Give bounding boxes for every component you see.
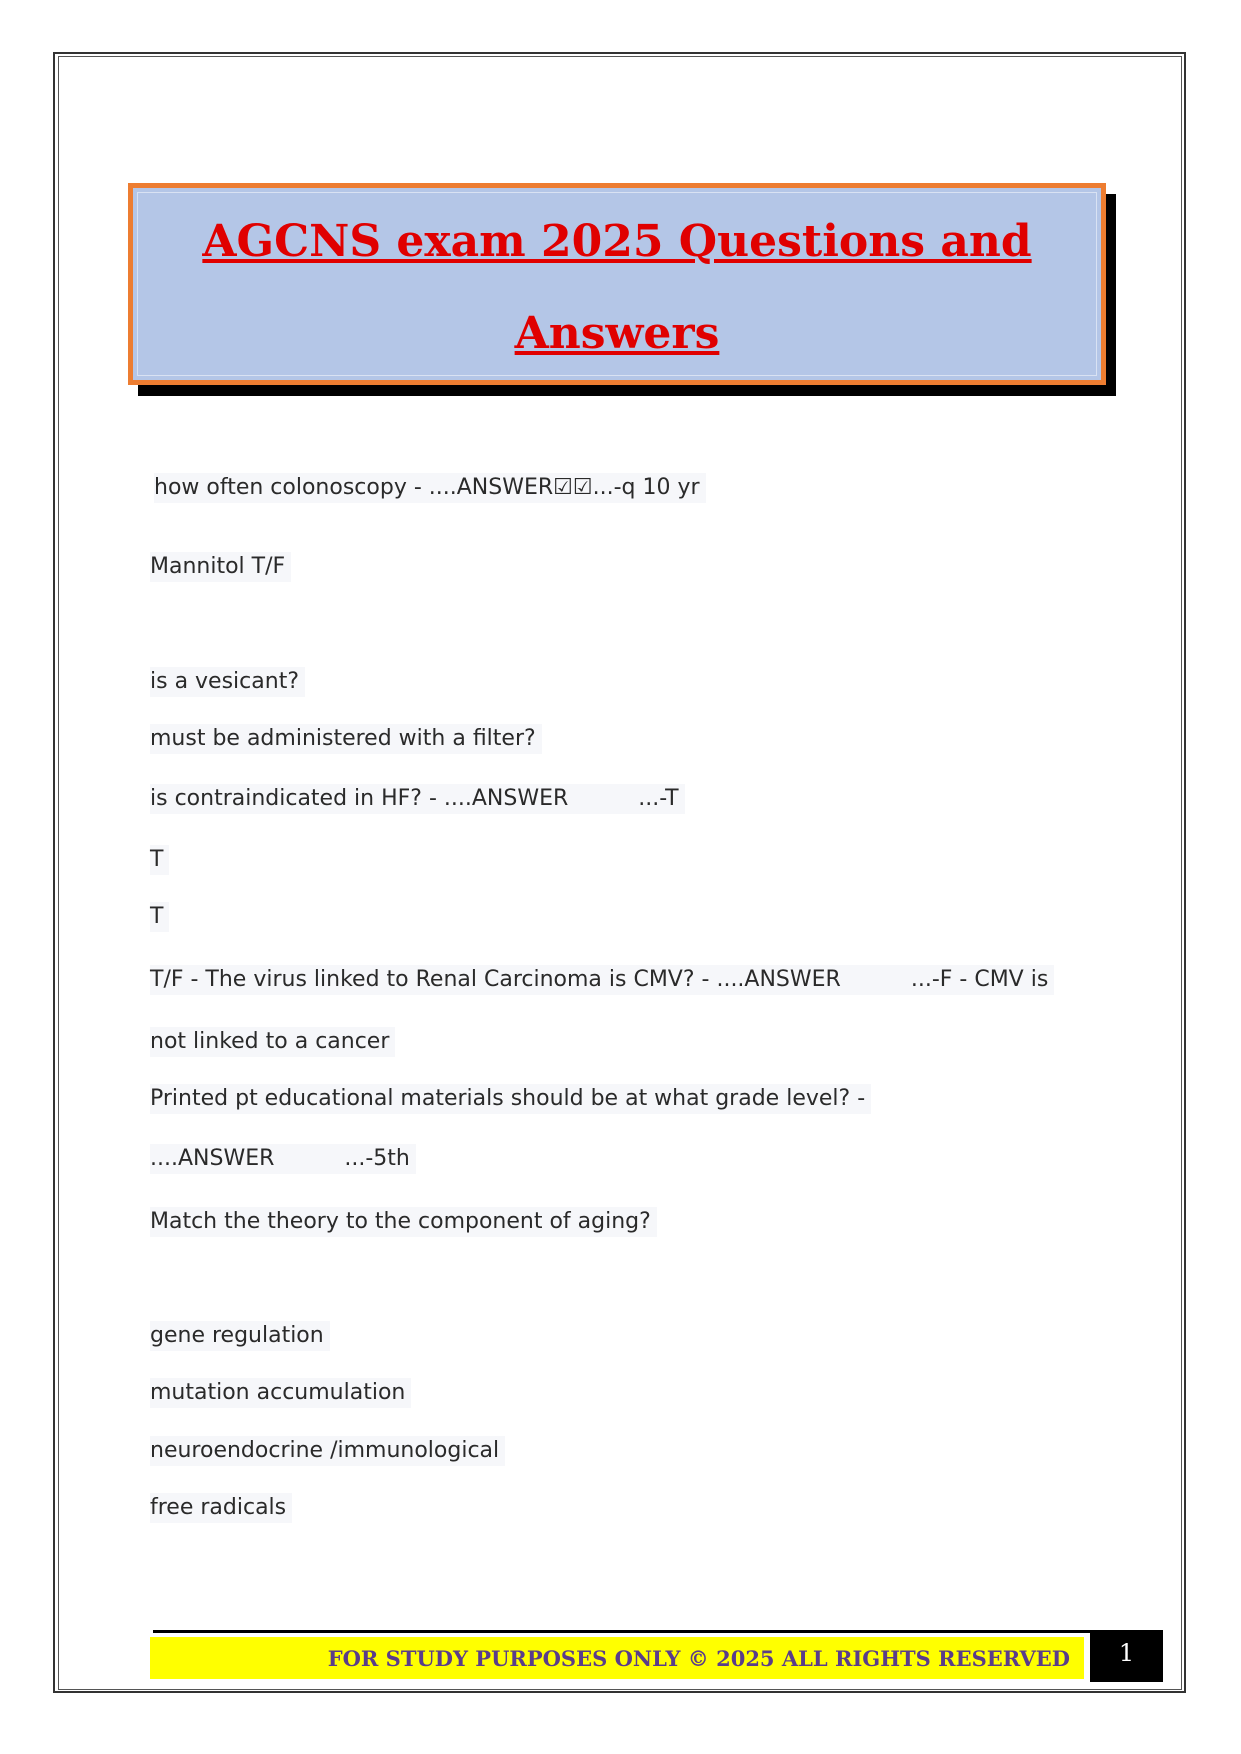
answer-text: ...-T <box>638 786 679 811</box>
answer-label: ....ANSWER <box>150 1146 275 1171</box>
option-free-radicals: free radicals <box>150 1493 292 1523</box>
answer-grade-level <box>150 1144 416 1174</box>
footer-bar <box>150 1637 1084 1679</box>
answer-continuation: not linked to a cancer <box>150 1027 395 1057</box>
question-vesicant: is a vesicant? <box>150 667 305 697</box>
question-renal-carcinoma <box>150 965 1054 995</box>
title-line-2: Answers <box>514 308 720 359</box>
answer-text: ...-F - CMV is <box>910 967 1049 992</box>
option-gene-regulation: gene regulation <box>150 1321 330 1351</box>
question-contraindicated <box>150 784 685 814</box>
question-grade-level: Printed pt educational materials should be at what grade level? - <box>150 1084 871 1114</box>
question-aging-theory: Match the theory to the component of aging? <box>150 1207 657 1237</box>
option-mutation-accumulation: mutation accumulation <box>150 1378 411 1408</box>
answer-t-1: T <box>150 845 169 875</box>
question-filter: must be administered with a filter? <box>150 724 542 754</box>
question-text: is contraindicated in HF? - ....ANSWER <box>150 786 569 811</box>
question-text: T/F - The virus linked to Renal Carcinoma is CMV? - ....ANSWER <box>150 967 841 992</box>
document-title <box>133 196 1101 380</box>
question-mannitol: Mannitol T/F <box>150 552 291 582</box>
question-colonoscopy: how often colonoscopy - ....ANSWER☑☑...-q 10 yr <box>154 473 706 503</box>
footer-text: FOR STUDY PURPOSES ONLY © 2025 ALL RIGHTS RESERVED <box>327 1646 1070 1671</box>
page-number: 1 <box>1090 1630 1163 1682</box>
answer-text: ...-5th <box>344 1146 410 1171</box>
answer-t-2: T <box>150 902 169 932</box>
title-line-1: AGCNS exam 2025 Questions and <box>202 216 1032 267</box>
footer-rule <box>153 1630 1091 1633</box>
option-neuroendocrine: neuroendocrine /immunological <box>150 1436 505 1466</box>
title-box <box>128 183 1106 385</box>
